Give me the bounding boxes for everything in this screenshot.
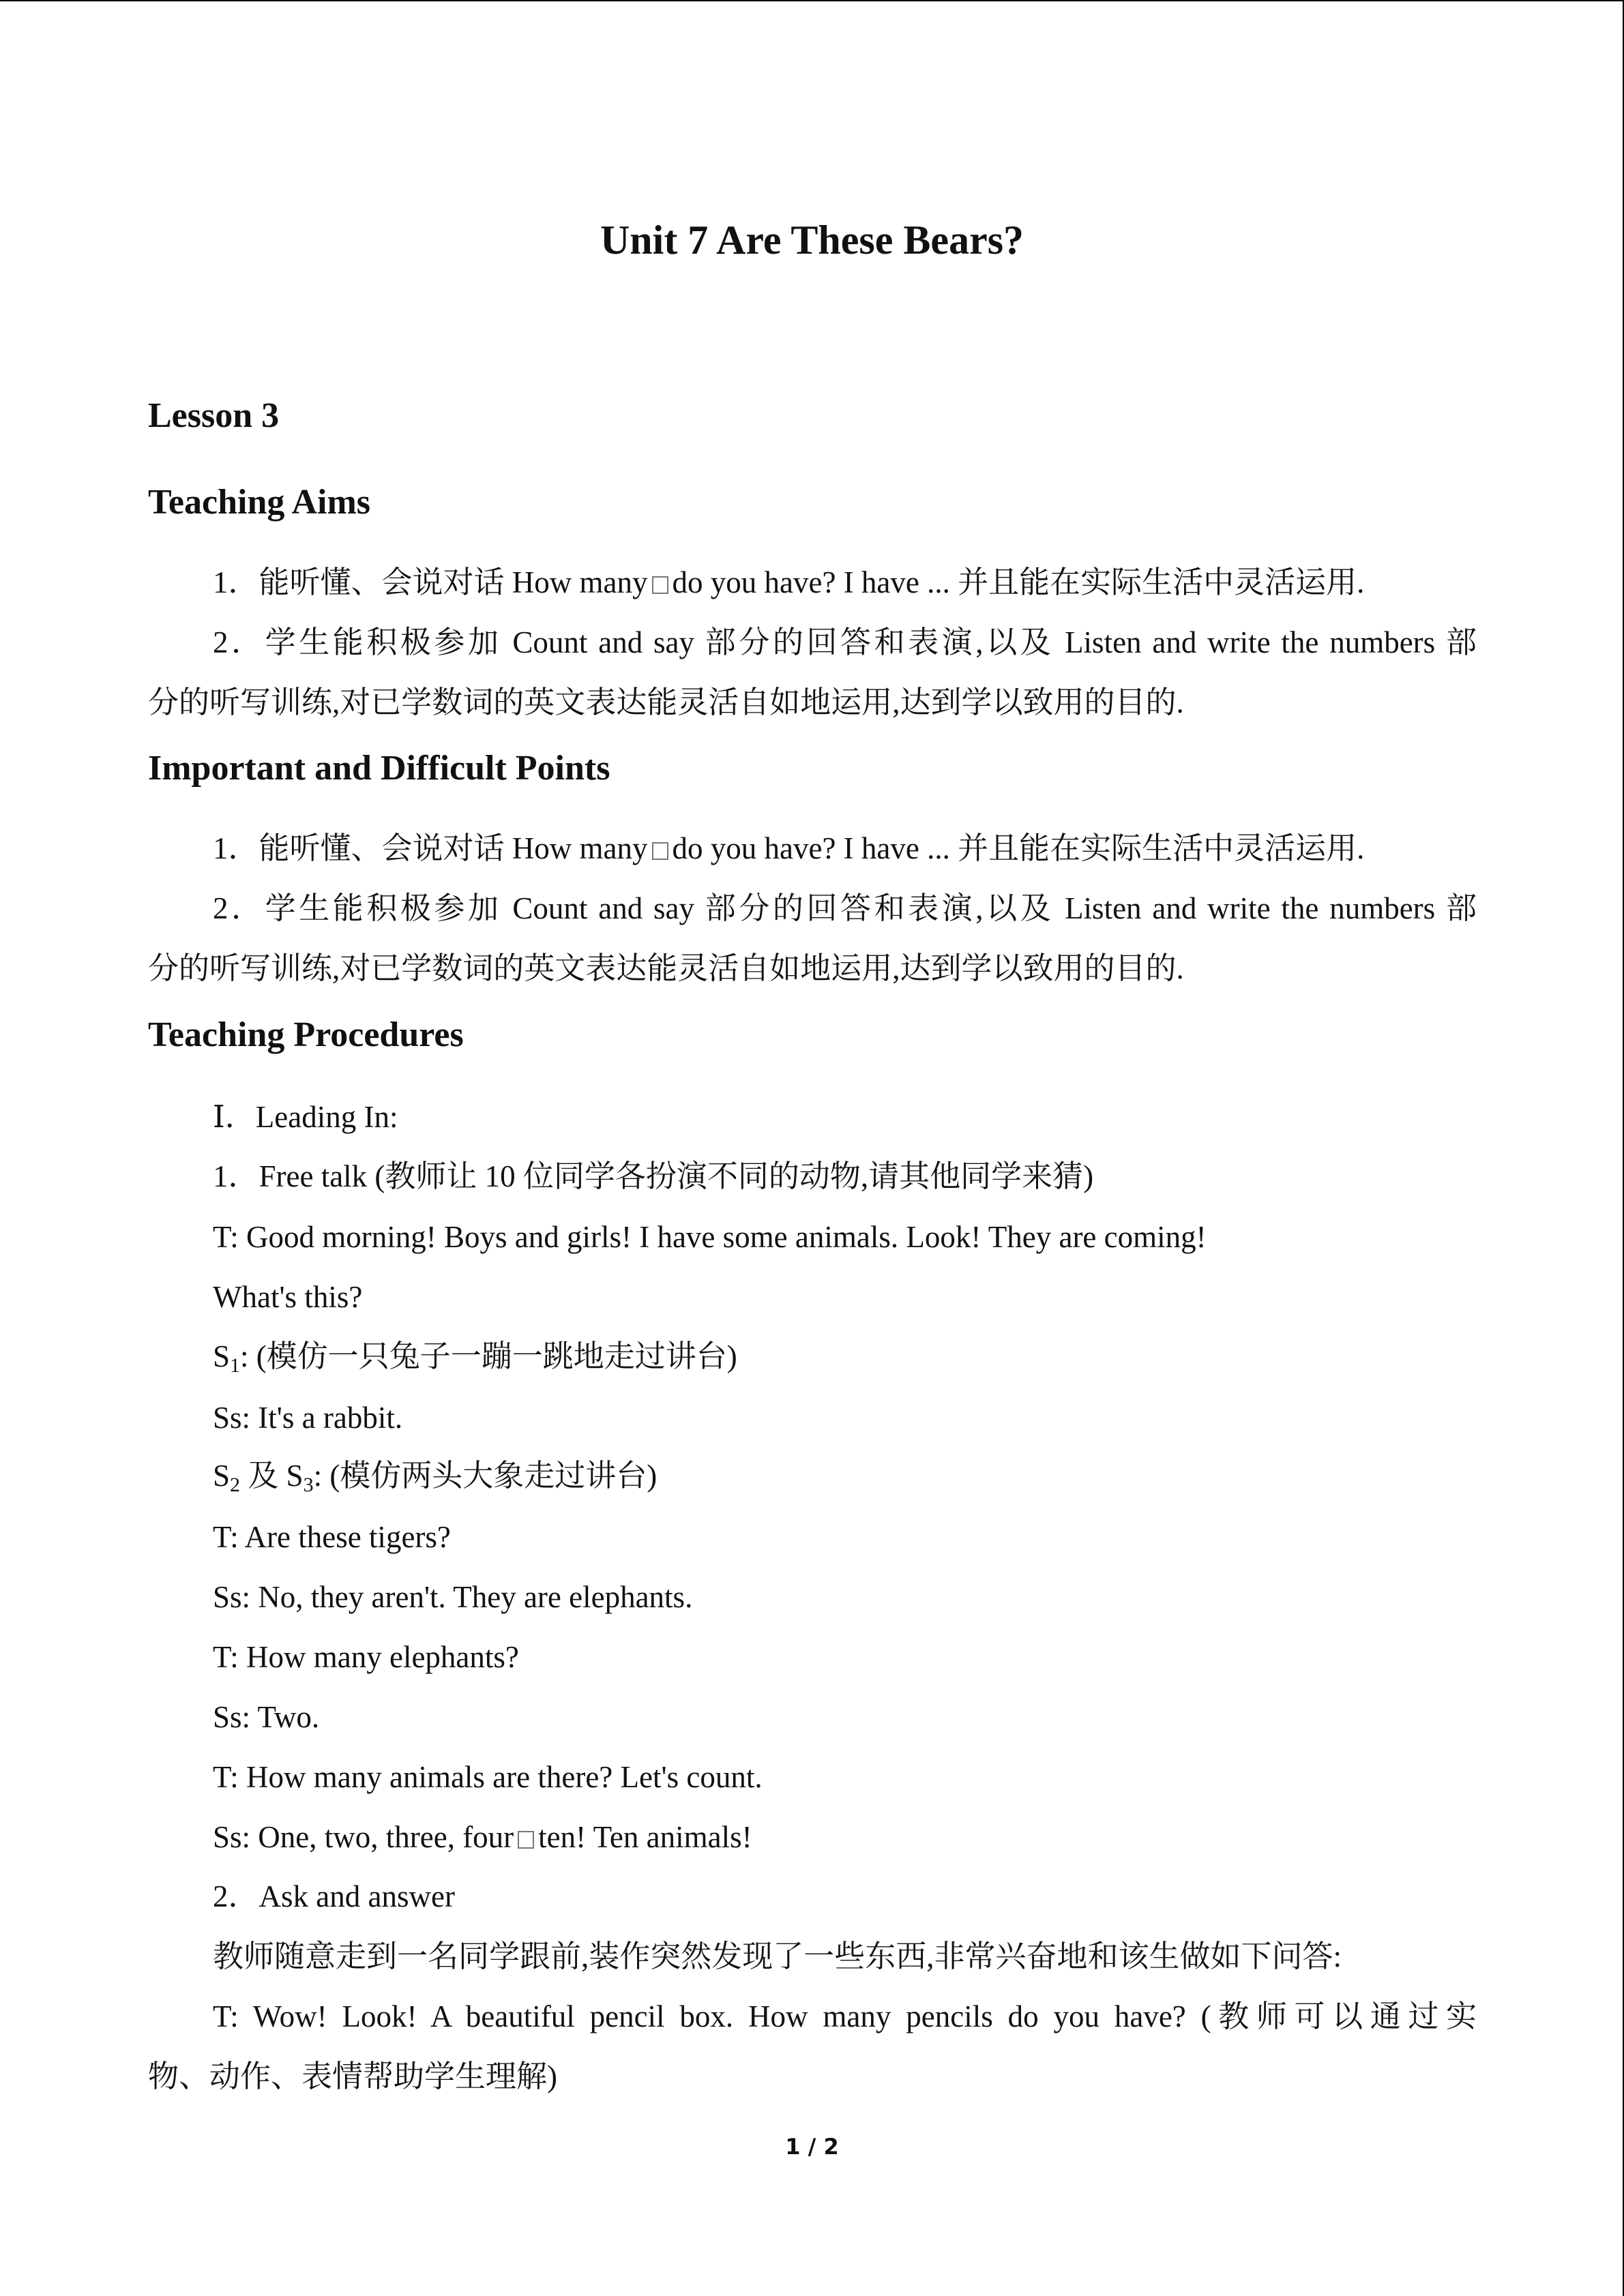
free-talk-line: 1．Free talk (教师让 10 位同学各扮演不同的动物,请其他同学来猜) bbox=[213, 1159, 1094, 1193]
dialogue-line-t2: T: Are these tigers? bbox=[213, 1520, 451, 1554]
teaching-aims-item-2-line-1: 2．学生能积极参加 Count and say 部分的回答和表演,以及 Listen and write the numbers 部 bbox=[213, 625, 1477, 659]
leading-in-line: Ⅰ．Leading In: bbox=[213, 1100, 398, 1134]
teaching-aims-heading: Teaching Aims bbox=[148, 483, 371, 522]
dialogue-text: ten! Ten animals! bbox=[538, 1820, 752, 1854]
item-number: 1． bbox=[213, 831, 259, 865]
blank-box-icon bbox=[518, 1831, 534, 1849]
important-points-item-1 bbox=[213, 828, 1364, 869]
dialogue-line-s1 bbox=[213, 1336, 737, 1386]
item-text-pre: 能听懂、会说对话 How many bbox=[259, 831, 648, 865]
dialogue-line-t1: T: Good morning! Boys and girls! I have some animals. Look! They are coming! bbox=[213, 1220, 1207, 1254]
page-number: 1 / 2 bbox=[785, 2134, 839, 2160]
speaker-label: S bbox=[213, 1459, 231, 1493]
dialogue-text: : (模仿两头大象走过讲台) bbox=[313, 1459, 658, 1493]
document-title: Unit 7 Are These Bears? bbox=[600, 218, 1024, 263]
procedure-description-line: 教师随意走到一名同学跟前,装作突然发现了一些东西,非常兴奋地和该生做如下问答: bbox=[213, 1939, 1342, 1973]
speaker-subscript: 1 bbox=[230, 1354, 241, 1377]
speaker-subscript: 2 bbox=[230, 1474, 241, 1496]
dialogue-line-ss2: Ss: No, they aren't. They are elephants. bbox=[213, 1580, 693, 1614]
dialogue-line-t3: T: How many elephants? bbox=[213, 1640, 519, 1674]
teaching-aims-item-2-line-2: 分的听写训练,对已学数词的英文表达能灵活自如地运用,达到学以致用的目的. bbox=[148, 685, 1184, 719]
teaching-aims-item-1 bbox=[213, 562, 1364, 603]
dialogue-line-t5-1: T: Wow! Look! A beautiful pencil box. How many pencils do you have? (教师可以通过实 bbox=[213, 1999, 1477, 2033]
dialogue-line-ss4 bbox=[213, 1817, 752, 1858]
important-points-heading: Important and Difficult Points bbox=[148, 749, 610, 788]
dialogue-line-t1b: What's this? bbox=[213, 1280, 363, 1314]
important-points-item-2-line-2: 分的听写训练,对已学数词的英文表达能灵活自如地运用,达到学以致用的目的. bbox=[148, 951, 1184, 985]
dialogue-text: : (模仿一只兔子一蹦一跳地走过讲台) bbox=[240, 1339, 737, 1373]
blank-box-icon bbox=[652, 842, 668, 860]
dialogue-line-ss1: Ss: It's a rabbit. bbox=[213, 1401, 403, 1435]
speaker-label: S bbox=[213, 1339, 231, 1373]
speaker-subscript: 3 bbox=[303, 1474, 314, 1496]
speaker-label: 及 S bbox=[240, 1459, 304, 1493]
dialogue-line-s23 bbox=[213, 1455, 657, 1506]
dialogue-line-t5-2: 物、动作、表情帮助学生理解) bbox=[148, 2059, 557, 2093]
teaching-procedures-heading: Teaching Procedures bbox=[148, 1015, 464, 1054]
ask-answer-line: 2．Ask and answer bbox=[213, 1879, 455, 1913]
item-text-post: do you have? I have ... 并且能在实际生活中灵活运用. bbox=[672, 831, 1365, 865]
item-text-post: do you have? I have ... 并且能在实际生活中灵活运用. bbox=[672, 565, 1365, 599]
item-number: 1． bbox=[213, 565, 259, 599]
important-points-item-2-line-1: 2．学生能积极参加 Count and say 部分的回答和表演,以及 Listen and write the numbers 部 bbox=[213, 891, 1477, 925]
dialogue-text: Ss: One, two, three, four bbox=[213, 1820, 514, 1854]
dialogue-line-t4: T: How many animals are there? Let's count. bbox=[213, 1760, 763, 1794]
item-text-pre: 能听懂、会说对话 How many bbox=[259, 565, 648, 599]
dialogue-line-ss3: Ss: Two. bbox=[213, 1700, 320, 1734]
lesson-heading: Lesson 3 bbox=[148, 396, 280, 435]
blank-box-icon bbox=[652, 576, 668, 594]
